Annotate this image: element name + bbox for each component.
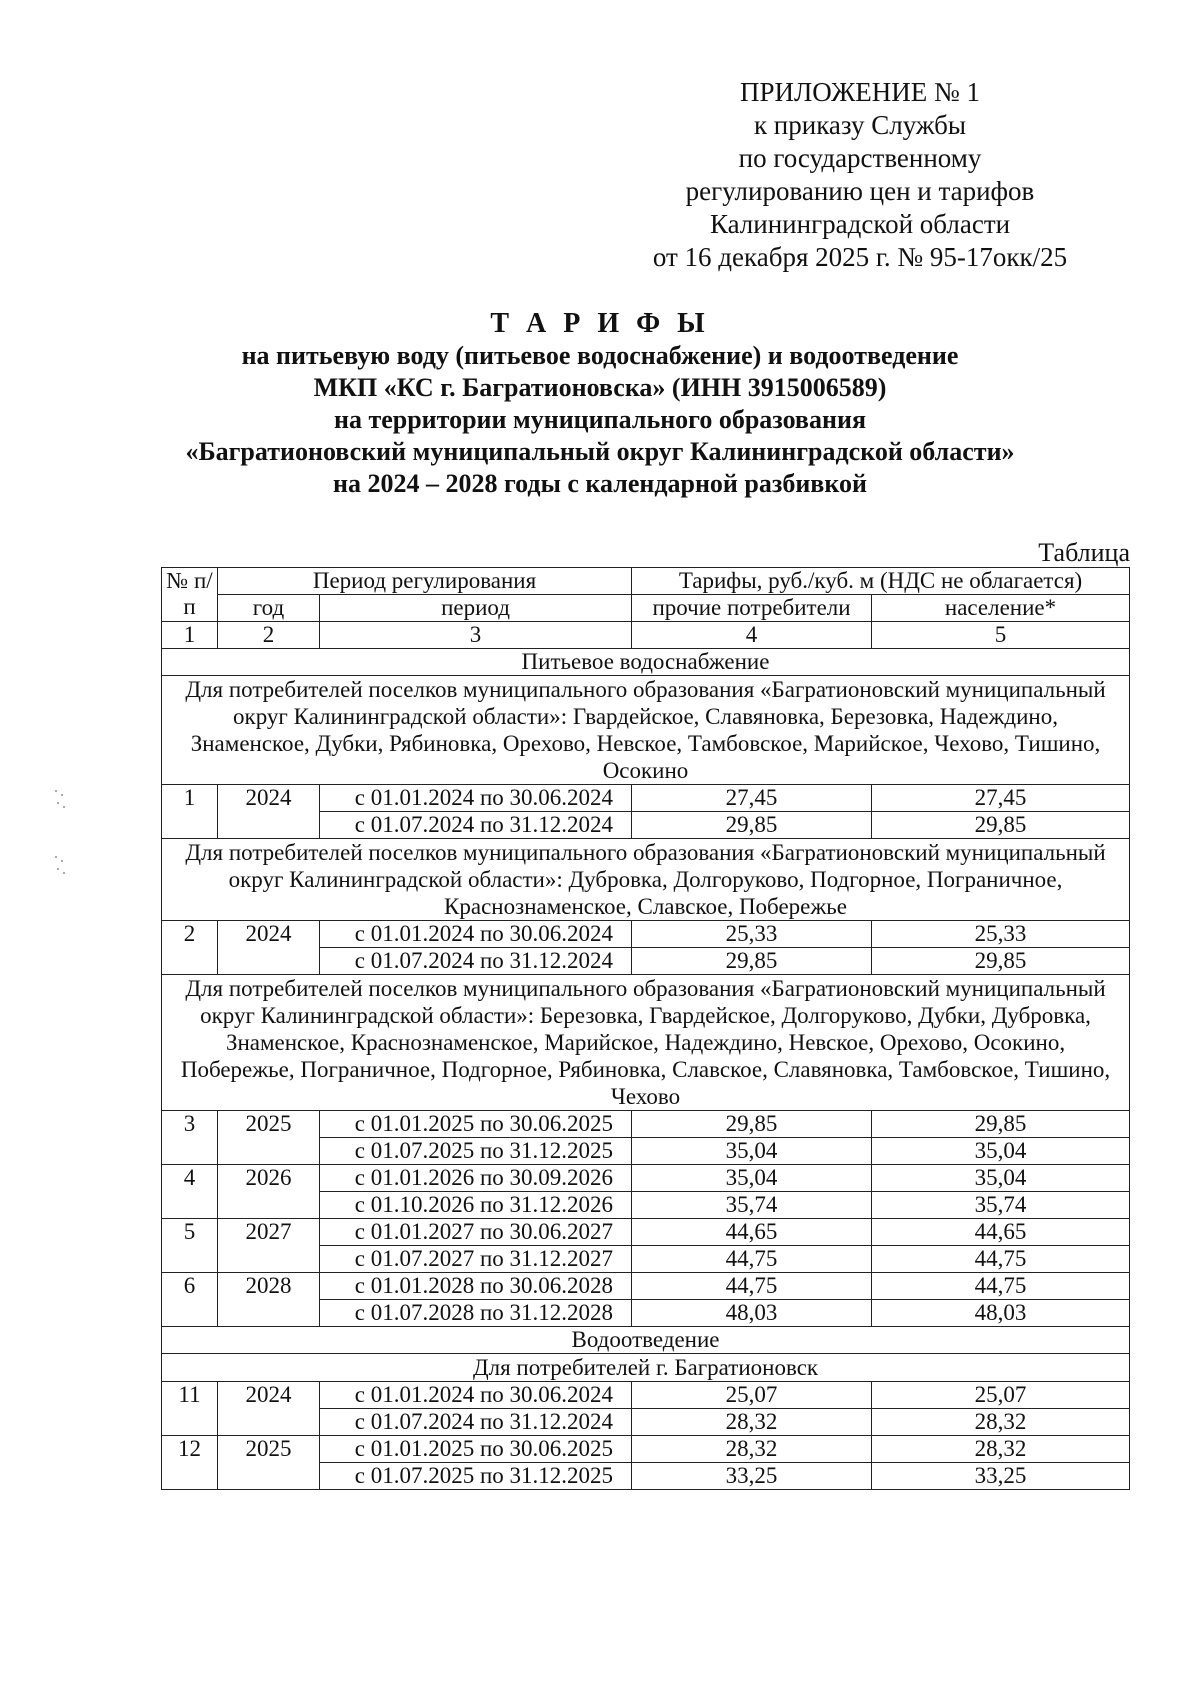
entry-population: 44,75 xyxy=(872,1246,1130,1273)
entry-others: 44,65 xyxy=(632,1219,872,1246)
title-line: МКП «КС г. Багратионовска» (ИНН 3915006589) xyxy=(313,373,887,402)
table-row xyxy=(162,1111,1130,1138)
column-number: 3 xyxy=(320,622,632,649)
entry-others: 27,45 xyxy=(632,785,872,812)
entry-others: 35,74 xyxy=(632,1192,872,1219)
entry-population: 29,85 xyxy=(872,1111,1130,1138)
group-row xyxy=(162,676,1130,785)
header-period: период xyxy=(320,595,632,622)
entry-others: 25,33 xyxy=(632,921,872,948)
entry-others: 25,07 xyxy=(632,1382,872,1409)
entry-others: 28,32 xyxy=(632,1409,872,1436)
entry-others: 29,85 xyxy=(632,1111,872,1138)
group-header: Для потребителей поселков муниципального образования «Багратионовский муниципальный округ Калининградской области»: Дубровка, Долгоруково, Подгорное, Пограничное, Краснознаменское, Славское, Побережье xyxy=(162,839,1130,921)
header-num: № п/п xyxy=(162,568,218,622)
entry-others: 35,04 xyxy=(632,1165,872,1192)
section-sewer: Водоотведение xyxy=(162,1327,1130,1354)
entry-period: с 01.07.2027 по 31.12.2027 xyxy=(320,1246,632,1273)
entry-population: 29,85 xyxy=(872,812,1130,839)
title-line: на 2024 – 2028 годы с календарной разбивкой xyxy=(333,469,867,498)
entry-others: 44,75 xyxy=(632,1273,872,1300)
header-row xyxy=(162,595,1130,622)
entry-year: 2024 xyxy=(218,921,320,975)
group-row xyxy=(162,975,1130,1111)
entry-period: с 01.07.2025 по 31.12.2025 xyxy=(320,1463,632,1490)
table-row xyxy=(162,1219,1130,1246)
entry-year: 2024 xyxy=(218,1382,320,1436)
entry-population: 25,33 xyxy=(872,921,1130,948)
appendix-line: ПРИЛОЖЕНИЕ № 1 xyxy=(739,77,981,107)
entry-year: 2025 xyxy=(218,1111,320,1165)
group-header: Для потребителей г. Багратионовск xyxy=(162,1354,1130,1382)
entry-period: с 01.07.2024 по 31.12.2024 xyxy=(320,812,632,839)
table-label: Таблица xyxy=(1038,538,1130,567)
entry-period: с 01.01.2024 по 30.06.2024 xyxy=(320,1382,632,1409)
entry-year: 2026 xyxy=(218,1165,320,1219)
header-tariff-group: Тарифы, руб./куб. м (НДС не облагается) xyxy=(632,568,1130,595)
entry-period: с 01.01.2024 по 30.06.2024 xyxy=(320,921,632,948)
title-line: на территории муниципального образования xyxy=(333,405,867,434)
entry-year: 2028 xyxy=(218,1273,320,1327)
appendix-line: от 16 декабря 2025 г. № 95-17окк/25 xyxy=(652,242,1068,272)
table-row xyxy=(162,785,1130,812)
entry-num: 2 xyxy=(162,921,218,975)
scan-artifact xyxy=(55,790,69,890)
entry-population: 35,04 xyxy=(872,1138,1130,1165)
entry-num: 5 xyxy=(162,1219,218,1273)
document-title xyxy=(100,308,1100,500)
table-row xyxy=(162,921,1130,948)
column-number-row xyxy=(162,622,1130,649)
entry-num: 12 xyxy=(162,1436,218,1490)
column-number: 5 xyxy=(872,622,1130,649)
entry-period: с 01.07.2024 по 31.12.2024 xyxy=(320,1409,632,1436)
table-row xyxy=(162,1273,1130,1300)
entry-population: 35,74 xyxy=(872,1192,1130,1219)
entry-population: 35,04 xyxy=(872,1165,1130,1192)
entry-num: 11 xyxy=(162,1382,218,1436)
appendix-header xyxy=(600,76,1120,274)
header-row xyxy=(162,568,1130,595)
entry-others: 35,04 xyxy=(632,1138,872,1165)
entry-period: с 01.01.2024 по 30.06.2024 xyxy=(320,785,632,812)
table-row xyxy=(162,1436,1130,1463)
entry-num: 6 xyxy=(162,1273,218,1327)
entry-population: 28,32 xyxy=(872,1436,1130,1463)
table-row xyxy=(162,1382,1130,1409)
header-population: население* xyxy=(872,595,1130,622)
column-number: 2 xyxy=(218,622,320,649)
entry-others: 29,85 xyxy=(632,948,872,975)
entry-period: с 01.10.2026 по 31.12.2026 xyxy=(320,1192,632,1219)
entry-population: 44,75 xyxy=(872,1273,1130,1300)
title-line: «Багратионовский муниципальный округ Калининградской области» xyxy=(185,437,1015,466)
section-row xyxy=(162,649,1130,676)
appendix-line: регулированию цен и тарифов xyxy=(685,176,1035,206)
entry-period: с 01.01.2026 по 30.09.2026 xyxy=(320,1165,632,1192)
entry-period: с 01.01.2025 по 30.06.2025 xyxy=(320,1111,632,1138)
header-year: год xyxy=(218,595,320,622)
entry-others: 29,85 xyxy=(632,812,872,839)
entry-period: с 01.01.2027 по 30.06.2027 xyxy=(320,1219,632,1246)
entry-population: 48,03 xyxy=(872,1300,1130,1327)
entry-population: 25,07 xyxy=(872,1382,1130,1409)
entry-period: с 01.07.2024 по 31.12.2024 xyxy=(320,948,632,975)
entry-num: 4 xyxy=(162,1165,218,1219)
entry-population: 33,25 xyxy=(872,1463,1130,1490)
group-row xyxy=(162,1354,1130,1382)
header-others: прочие потребители xyxy=(632,595,872,622)
column-number: 1 xyxy=(162,622,218,649)
section-water: Питьевое водоснабжение xyxy=(162,649,1130,676)
header-period-group: Период регулирования xyxy=(218,568,632,595)
title-main: Т А Р И Ф Ы xyxy=(490,308,710,339)
entry-year: 2024 xyxy=(218,785,320,839)
table-row xyxy=(162,1165,1130,1192)
entry-others: 28,32 xyxy=(632,1436,872,1463)
entry-others: 44,75 xyxy=(632,1246,872,1273)
group-row xyxy=(162,839,1130,921)
column-number: 4 xyxy=(632,622,872,649)
entry-period: с 01.07.2028 по 31.12.2028 xyxy=(320,1300,632,1327)
appendix-line: к приказу Службы xyxy=(753,110,967,140)
tariffs-table xyxy=(161,567,1130,1490)
entry-others: 33,25 xyxy=(632,1463,872,1490)
entry-population: 29,85 xyxy=(872,948,1130,975)
entry-year: 2027 xyxy=(218,1219,320,1273)
group-header: Для потребителей поселков муниципального образования «Багратионовский муниципальный округ Калининградской области»: Березовка, Гвардейское, Долгоруково, Дубки, Дубровка, Знаменское, Краснознаменское, Марийское, Надеждино, Невское, Орехово, Осокино, Побережье, Пограничное, Подгорное, Рябиновка, Славское, Славяновка, Тамбовское, Тишино, Чехово xyxy=(162,975,1130,1111)
section-row xyxy=(162,1327,1130,1354)
appendix-line: по государственному xyxy=(738,143,982,173)
group-header: Для потребителей поселков муниципального образования «Багратионовский муниципальный округ Калининградской области»: Гвардейское, Славяновка, Березовка, Надеждино, Знаменское, Дубки, Рябиновка, Орехово, Невское, Тамбовское, Марийское, Чехово, Тишино, Осокино xyxy=(162,676,1130,785)
entry-period: с 01.07.2025 по 31.12.2025 xyxy=(320,1138,632,1165)
entry-num: 3 xyxy=(162,1111,218,1165)
appendix-line: Калининградской области xyxy=(709,209,1011,239)
title-line: на питьевую воду (питьевое водоснабжение) и водоотведение xyxy=(241,341,959,370)
entry-population: 44,65 xyxy=(872,1219,1130,1246)
entry-population: 27,45 xyxy=(872,785,1130,812)
entry-period: с 01.01.2028 по 30.06.2028 xyxy=(320,1273,632,1300)
entry-year: 2025 xyxy=(218,1436,320,1490)
entry-others: 48,03 xyxy=(632,1300,872,1327)
entry-period: с 01.01.2025 по 30.06.2025 xyxy=(320,1436,632,1463)
entry-population: 28,32 xyxy=(872,1409,1130,1436)
entry-num: 1 xyxy=(162,785,218,839)
